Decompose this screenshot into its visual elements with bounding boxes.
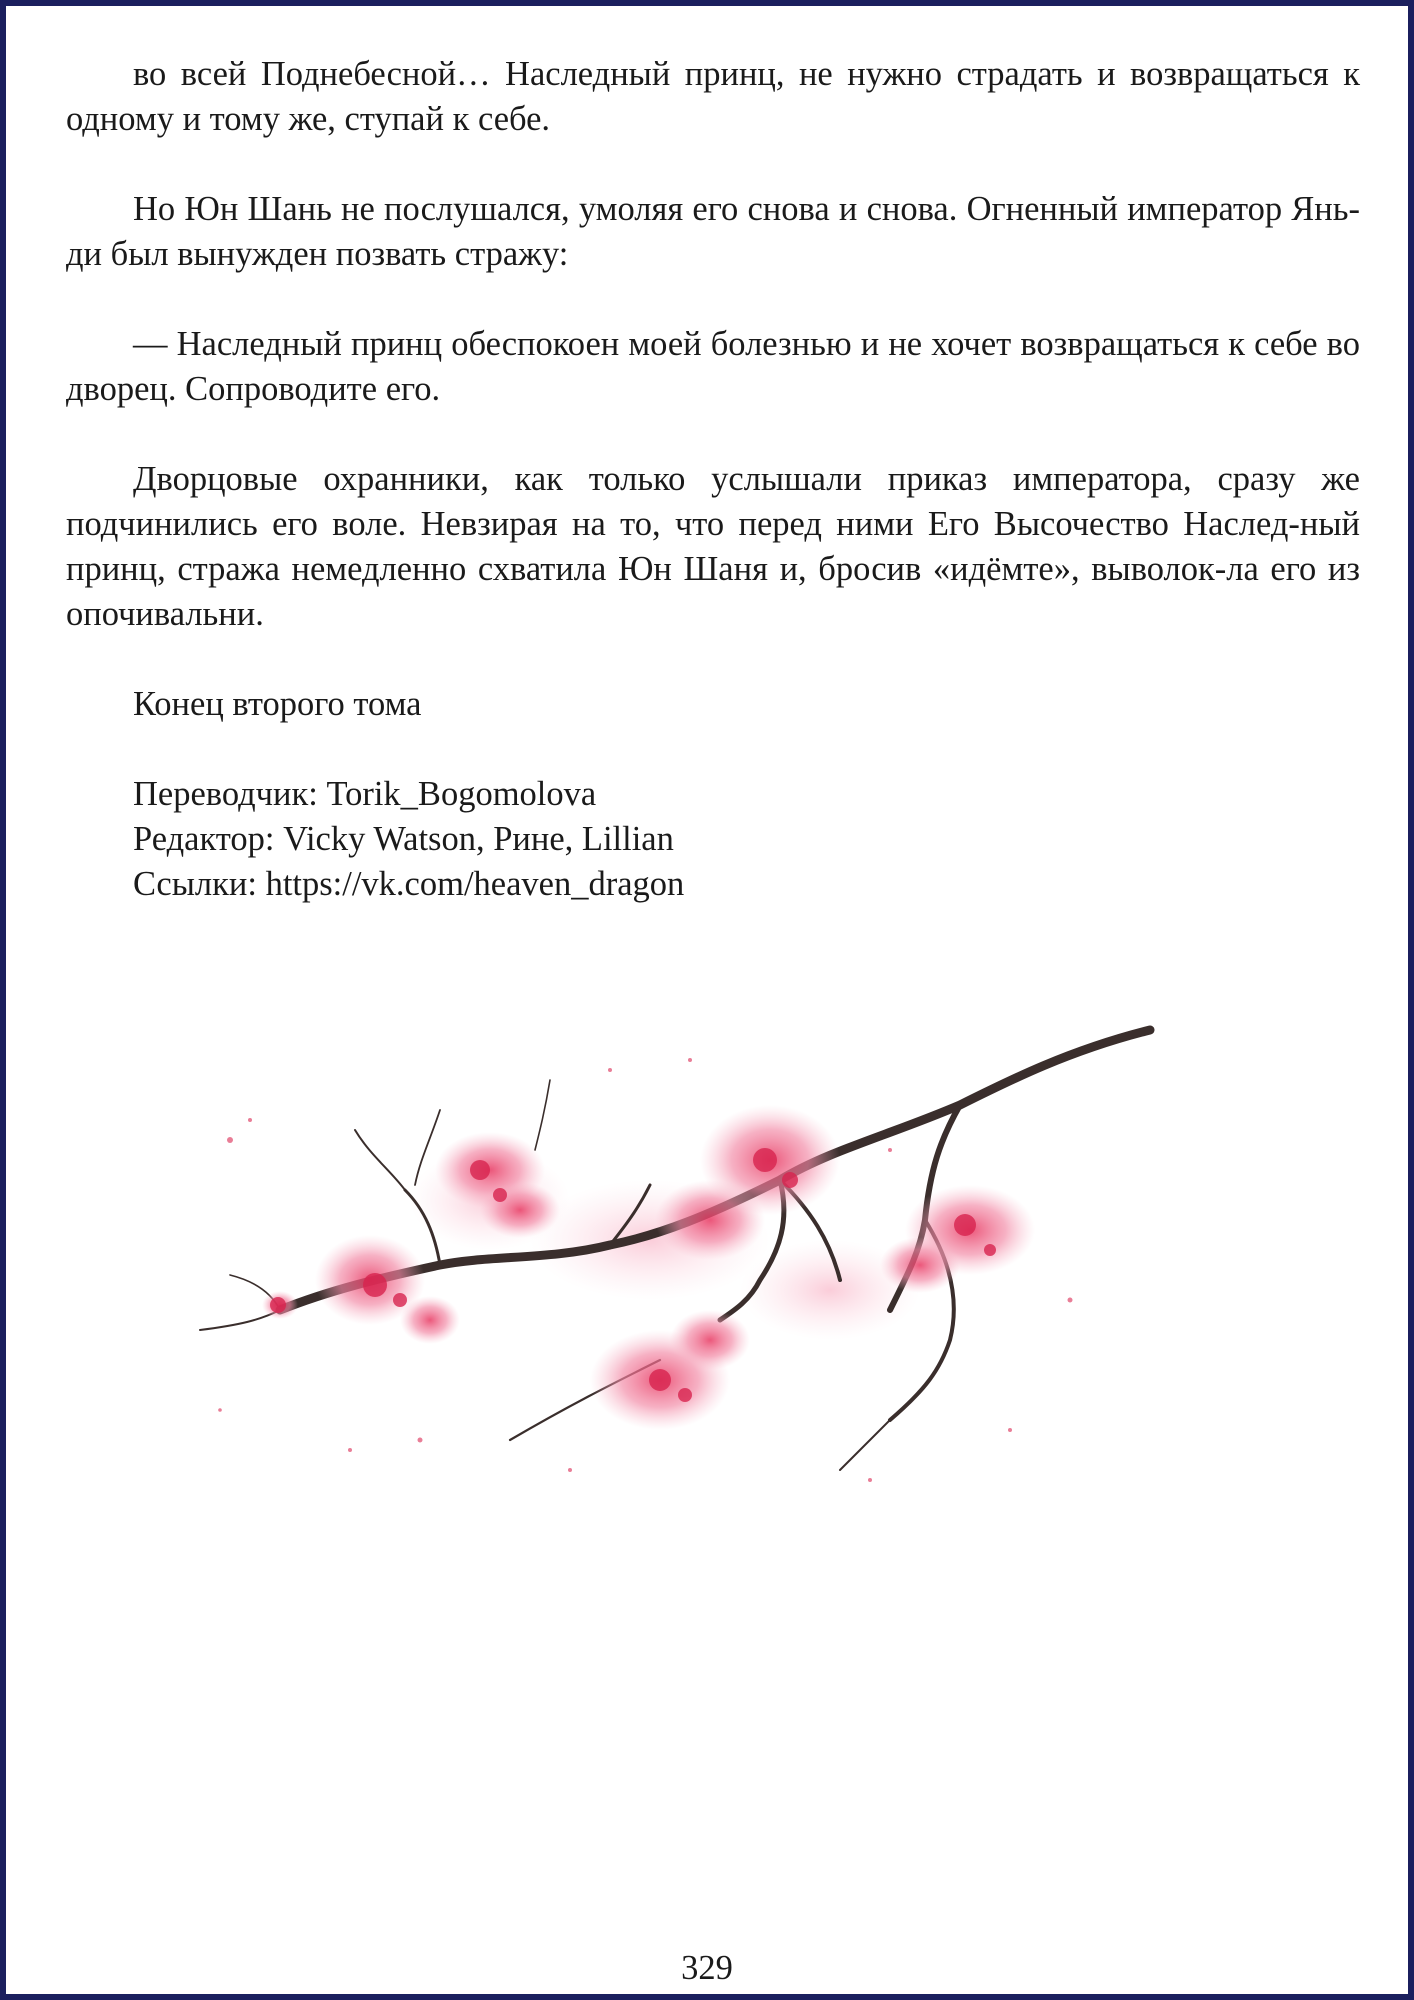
paragraph-3: — Наследный принц обеспокоен моей болезнью и не хочет возвращаться к себе во дворец. Сопроводите его. xyxy=(66,325,1360,408)
credit-translator: Переводчик: Torik_Bogomolova xyxy=(133,775,597,813)
end-of-volume-note: Конец второго тома xyxy=(133,685,422,723)
credit-editor: Редактор: Vicky Watson, Рине, Lillian xyxy=(133,820,674,858)
body-text xyxy=(66,52,1360,907)
page-number: 329 xyxy=(681,1949,733,1987)
cherry-blossom-illustration xyxy=(190,1010,1170,1500)
credits xyxy=(66,772,1360,907)
paragraph-2: Но Юн Шань не послушался, умоляя его снова и снова. Огненный император Янь-ди был вынужден позвать стражу: xyxy=(66,190,1360,273)
credit-links: Ссылки: https://vk.com/heaven_dragon xyxy=(133,865,685,903)
paragraph-4: Дворцовые охранники, как только услышали приказ императора, сразу же подчинились его воле. Невзирая на то, что перед ними Его Высочество Наслед-ный принц, стража немедленно схватила Юн Шаня и, бросив «идёмте», выволок-ла его из опочивальни. xyxy=(66,460,1360,633)
paragraph-1: во всей Поднебесной… Наследный принц, не нужно страдать и возвращаться к одному и тому же, ступай к себе. xyxy=(66,55,1360,138)
